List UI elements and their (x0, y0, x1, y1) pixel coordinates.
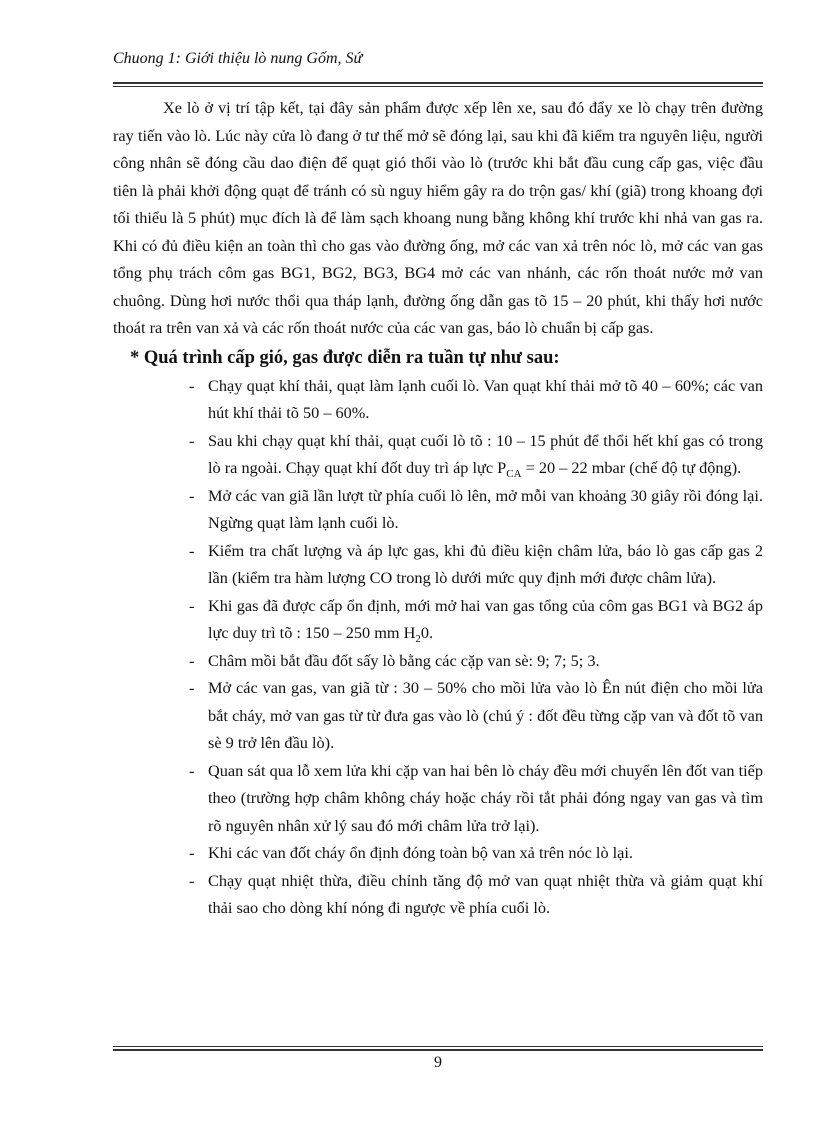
bullet-icon: - (189, 760, 195, 780)
section-heading: * Quá trình cấp gió, gas được diễn ra tuần tự như sau: (130, 347, 560, 368)
list-item (113, 757, 763, 840)
subscript: CA (506, 468, 522, 480)
list-item (113, 427, 763, 482)
bullet-icon: - (189, 870, 195, 890)
list-item-text: Chạy quạt nhiệt thừa, điều chỉnh tăng độ mở van quạt nhiệt thừa và giảm quạt khí thải sao cho dòng khí nóng đi ngược về phía cuối lò. (208, 870, 763, 917)
list-item (113, 537, 763, 592)
intro-paragraph: Xe lò ở vị trí tập kết, tại đây sản phẩm được xếp lên xe, sau đó đẩy xe lò chạy trên đường ray tiến vào lò. Lúc này cửa lò đang ở tư thế mở sẽ đóng lại, sau khi đã kiểm tra nguyên liệu, người công nhân sẽ đóng cầu dao điện để quạt gió thổi vào lò (trước khi bắt đầu cung cấp gas, việc đầu tiên là phải khởi động quạt để tránh có sù nguy hiểm gây ra do trộn gas/ khí (giã) trong khoang đợi tối thiểu là 5 phút) mục đích là để làm sạch khoang nung bằng không khí trước khi nhả van gas ra. Khi có đủ điều kiện an toàn thì cho gas vào đường ống, mở các van xả trên nóc lò, mở các van gas tổng phụ trách côm gas BG1, BG2, BG3, BG4 mở các van nhánh, các rốn thoát nước mở van chuông. Dùng hơi nước thổi qua tháp lạnh, đường ống dẫn gas tõ 15 – 20 phút, khi thấy hơi nước thoát ra trên van xả và các rốn thoát nước của các van gas, báo lò chuẩn bị cấp gas. (113, 98, 763, 337)
list-item-text-after: = 20 – 22 mbar (chế độ tự động). (521, 458, 742, 477)
page-header-title: Chuong 1: Giới thiệu lò nung Gốm, Sứ (113, 50, 363, 67)
list-item-text: Khi gas đã được cấp ổn định, mới mở hai van gas tổng của côm gas BG1 và BG2 áp lực duy trì tõ : 150 – 250 mm H (208, 595, 763, 642)
header-divider (113, 82, 763, 87)
list-item (113, 867, 763, 922)
list-item-text: Mở các van giã lần lượt từ phía cuối lò lên, mở mỗi van khoảng 30 giây rồi đóng lại. Ngừng quạt làm lạnh cuối lò. (208, 485, 763, 532)
bullet-icon: - (189, 485, 195, 505)
list-item (113, 372, 763, 427)
list-item-text: Sau khi chạy quạt khí thải, quạt cuối lò tõ : 10 – 15 phút để thổi hết khí gas có trong lò ra ngoài. Chạy quạt khí đốt duy trì áp lực P (208, 430, 763, 477)
list-item-text: Quan sát qua lỗ xem lửa khi cặp van hai bên lò cháy đều mới chuyển lên đốt van tiếp theo (trường hợp châm không cháy hoặc cháy rồi tắt phải đóng ngay van gas và tìm rõ nguyên nhân xử lý sau đó mới châm lửa trở lại). (208, 760, 763, 835)
list-item-text: Châm mồi bắt đầu đốt sấy lò bằng các cặp van sè: 9; 7; 5; 3. (208, 650, 600, 670)
subscript: 2 (415, 633, 421, 645)
list-item-text: Chạy quạt khí thải, quạt làm lạnh cuối lò. Van quạt khí thải mở tõ 40 – 60%; các van hút khí thải tõ 50 – 60%. (208, 375, 763, 422)
list-item (113, 592, 763, 647)
procedure-list (113, 372, 763, 922)
list-item (113, 647, 763, 675)
page-number: 9 (434, 1054, 442, 1071)
bullet-icon: - (189, 678, 195, 697)
page-body (113, 94, 763, 922)
list-item-text: Khi các van đốt cháy ổn định đóng toàn bộ van xả trên nóc lò lại. (208, 843, 634, 862)
footer-divider (113, 1046, 763, 1051)
bullet-icon: - (189, 595, 195, 615)
list-item (113, 482, 763, 537)
list-item-text: Kiểm tra chất lượng và áp lực gas, khi đủ điều kiện châm lửa, báo lò gas cấp gas 2 lần (kiểm tra hàm lượng CO trong lò dưới mức quy định mới được châm lửa). (208, 540, 763, 587)
list-item-text: Mở các van gas, van giã từ : 30 – 50% cho mồi lửa vào lò Ên nút điện cho mồi lửa bắt cháy, mở van gas từ từ đưa gas vào lò (chú ý : đốt đều từng cặp van và đốt tõ van sè 9 trở lên đầu lò). (208, 678, 763, 752)
list-item (113, 674, 763, 757)
list-item-text-after: 0. (420, 623, 434, 642)
bullet-icon: - (189, 650, 195, 670)
bullet-icon: - (189, 430, 195, 450)
list-item (113, 839, 763, 867)
bullet-icon: - (189, 375, 195, 395)
bullet-icon: - (189, 843, 195, 862)
bullet-icon: - (189, 540, 195, 560)
